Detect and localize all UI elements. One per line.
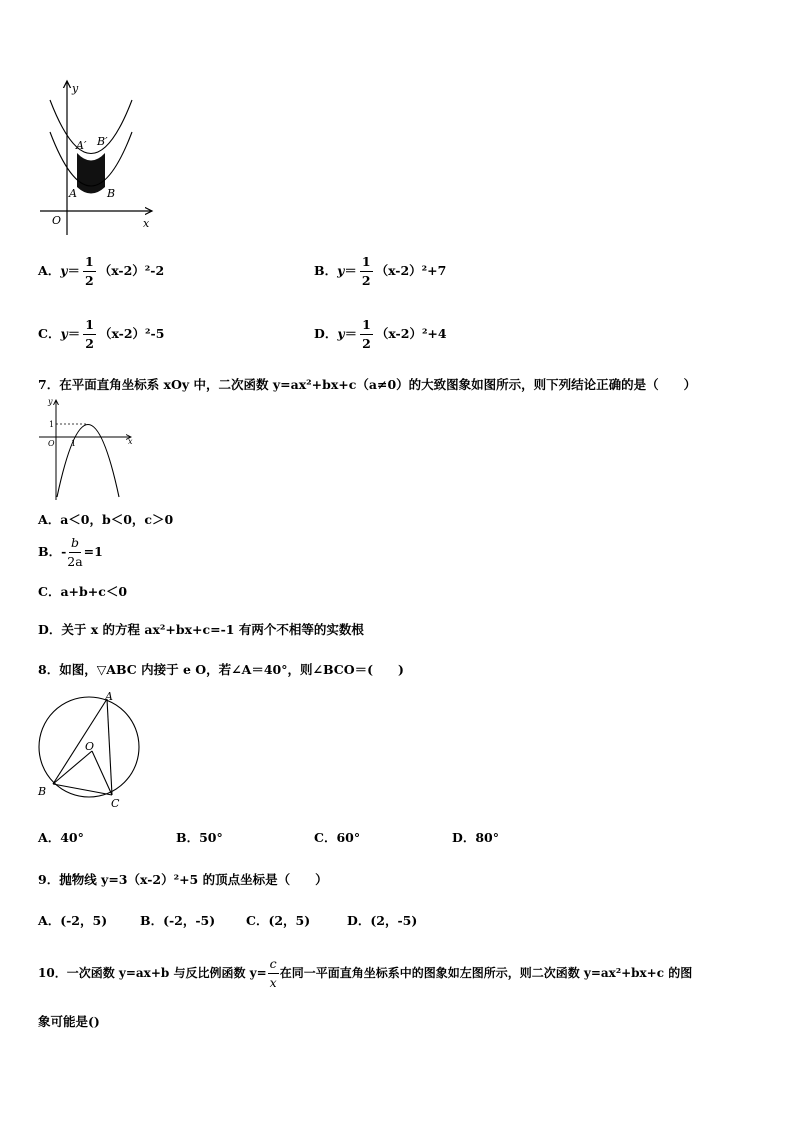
fraction <box>83 319 96 350</box>
numerator: 1 <box>83 256 96 272</box>
denominator: 2 <box>84 272 94 288</box>
q8-label-o: O <box>85 740 95 753</box>
q7-option-b <box>38 537 103 568</box>
numerator: 1 <box>360 256 373 272</box>
var-y: y <box>337 263 345 278</box>
q7-option-d: D．关于 x 的方程 ax²+bx+c=-1 有两个不相等的实数根 <box>38 622 364 637</box>
denominator: 2a <box>67 553 83 569</box>
q8-figure <box>34 690 146 810</box>
q9-option-c: C．(2，5) <box>246 913 311 928</box>
q8-label-b: B <box>38 785 47 798</box>
stem-suffix: 在同一平面直角坐标系中的图象如左图所示，则二次函数 y=ax²+bx+c 的图 <box>279 966 693 980</box>
q7-one-x-label: 1 <box>71 439 77 448</box>
option-letter: D． <box>314 326 338 341</box>
option-letter: A． <box>38 263 61 278</box>
fraction <box>83 256 96 287</box>
expression-tail: （x-2）²+4 <box>375 326 447 341</box>
q6-x-label: x <box>143 217 150 230</box>
var-y: y <box>60 263 68 278</box>
q6-upper-parabola <box>50 100 132 154</box>
q6-option-c <box>38 319 164 350</box>
q6-point-b: B <box>107 187 116 200</box>
q7-option-c: C．a+b+c＜0 <box>38 584 128 599</box>
q8-side-ac <box>107 699 112 795</box>
option-prefix: B．- <box>38 544 67 559</box>
expression-tail: （x-2）²+7 <box>375 263 447 278</box>
q7-stem: 7．在平面直角坐标系 xOy 中，二次函数 y=ax²+bx+c（a≠0）的大致图象如图所示，则下列结论正确的是（ ） <box>38 377 697 392</box>
q9-option-b: B．(-2，-5) <box>140 913 216 928</box>
q7-y-label: y <box>48 397 53 406</box>
q8-option-a: A．40° <box>38 830 84 845</box>
denominator: 2 <box>362 335 371 351</box>
q9-option-a: A．(-2，5) <box>38 913 108 928</box>
q8-stem: 8．如图，▽ABC 内接于 e O，若∠A＝40°，则∠BCO＝( ) <box>38 662 404 677</box>
q9-stem: 9．抛物线 y=3（x-2）²+5 的顶点坐标是（ ） <box>38 872 328 887</box>
expression-tail: （x-2）²-5 <box>98 326 165 341</box>
option-suffix: =1 <box>83 544 103 559</box>
option-letter: C． <box>38 326 61 341</box>
fraction <box>67 537 82 568</box>
q6-y-label: y <box>72 82 79 95</box>
equals: ＝ <box>67 263 80 278</box>
q10-stem-line2: 象可能是() <box>38 1014 100 1029</box>
q8-label-a: A <box>105 690 113 703</box>
q6-figure <box>35 75 160 235</box>
q6-shaded-region <box>77 153 105 194</box>
q7-x-label: x <box>128 437 133 446</box>
var-y: y <box>60 326 68 341</box>
denominator: 2 <box>361 272 371 288</box>
q8-option-c: C．60° <box>314 830 361 845</box>
numerator: 1 <box>83 319 96 335</box>
q8-segment-oc <box>92 751 112 795</box>
q7-origin-label: O <box>48 439 55 448</box>
numerator: c <box>268 958 279 974</box>
equals: ＝ <box>344 326 358 341</box>
q6-option-b <box>314 256 446 287</box>
q6-option-a <box>38 256 164 287</box>
q6-point-a-prime: A′ <box>76 139 87 152</box>
q8-segment-ob <box>53 751 92 784</box>
q8-side-ab <box>53 699 107 784</box>
q8-option-b: B．50° <box>176 830 223 845</box>
q9-option-d: D．(2，-5) <box>347 913 418 928</box>
stem-prefix: 10．一次函数 y=ax+b 与反比例函数 y= <box>38 966 267 980</box>
q6-origin-label: O <box>52 214 62 227</box>
q7-figure <box>36 394 140 502</box>
fraction <box>268 958 279 989</box>
denominator: 2 <box>85 335 94 351</box>
expression-tail: （x-2）²-2 <box>98 263 165 278</box>
q7-one-y-label: 1 <box>49 420 55 429</box>
q6-option-d <box>314 319 447 350</box>
equals: ＝ <box>67 326 81 341</box>
q7-option-a: A．a＜0，b＜0，c＞0 <box>38 512 174 527</box>
q6-point-b-prime: B′ <box>97 135 108 148</box>
q6-point-a: A <box>69 187 77 200</box>
fraction <box>360 319 373 350</box>
option-letter: B． <box>314 263 338 278</box>
q8-label-c: C <box>111 797 120 810</box>
equals: ＝ <box>344 263 357 278</box>
denominator: x <box>269 974 277 990</box>
var-y: y <box>337 326 345 341</box>
fraction <box>360 256 373 287</box>
numerator: 1 <box>360 319 373 335</box>
q8-option-d: D．80° <box>452 830 499 845</box>
q7-parabola <box>57 425 119 498</box>
numerator: b <box>69 537 81 553</box>
q10-stem <box>38 958 692 989</box>
